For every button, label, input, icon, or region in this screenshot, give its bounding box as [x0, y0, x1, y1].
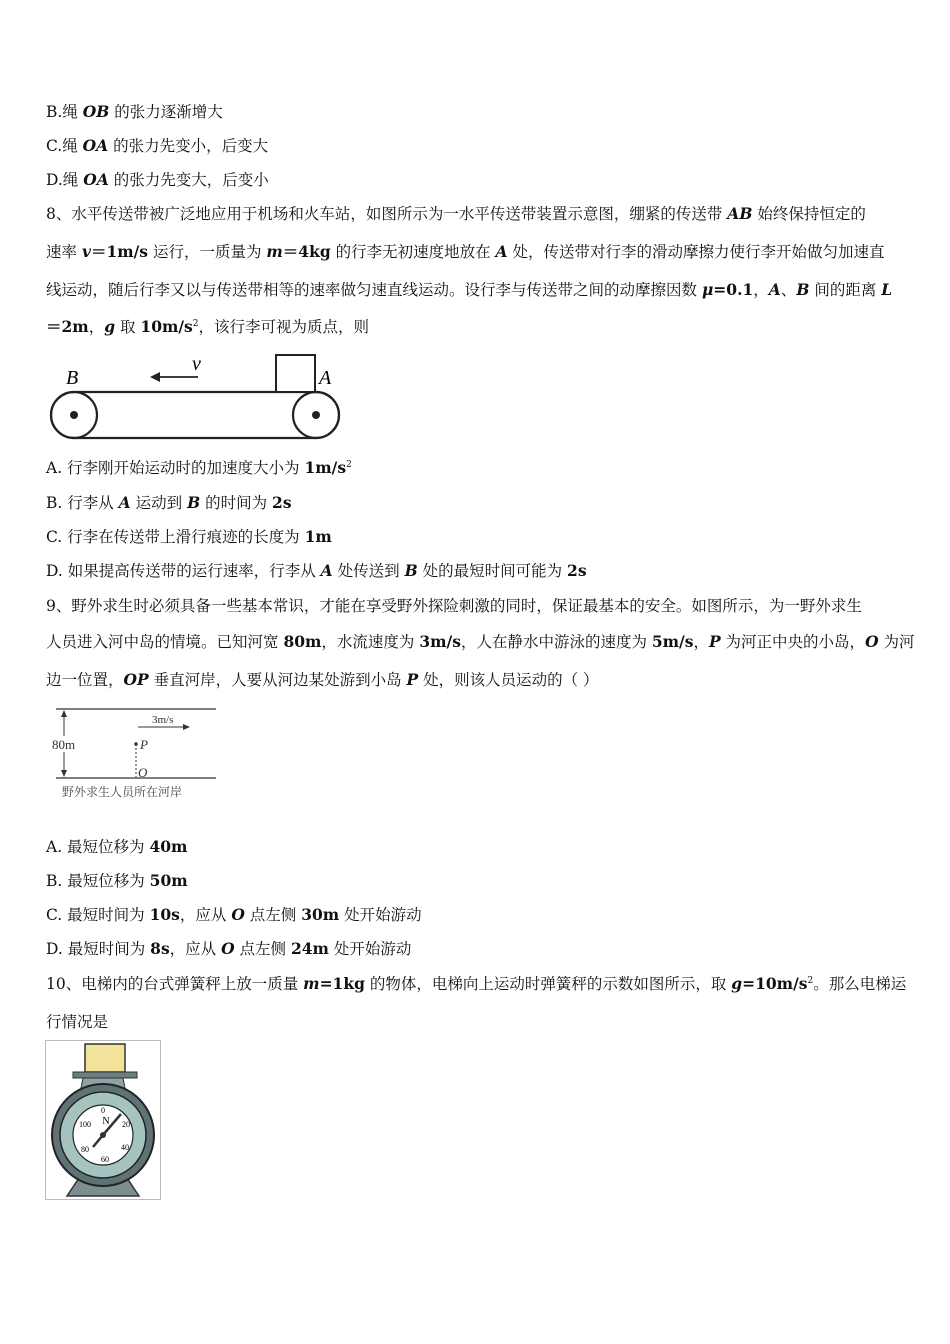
width-arrowhead-top: [61, 710, 67, 717]
label-v: v: [192, 353, 201, 375]
q10-stem-line1: 10、电梯内的台式弹簧秤上放一质量 m=1kg 的物体，电梯向上运动时弹簧秤的示数如图所示，取 $g=10m/s^2$。那么电梯运: [46, 974, 907, 993]
q8-stem-line4: ＝2m，g 取 $10m/s^2$，该行李可视为质点，则: [46, 317, 370, 336]
q9-option-c: C. 最短时间为 10s，应从 O 点左侧 30m 处开始游动: [46, 905, 422, 924]
q9-option-d: D. 最短时间为 8s，应从 O 点左侧 24m 处开始游动: [46, 939, 412, 958]
label-o: O: [138, 765, 148, 780]
river-figure: [48, 702, 223, 802]
luggage-box: [276, 355, 315, 392]
pulley-left-axle: [70, 411, 78, 419]
q9-stem-line2: 人员进入河中岛的情境。已知河宽 80m，水流速度为 3m/s，人在静水中游泳的速度为 5m/s，P 为河正中央的小岛，O 为河: [46, 632, 915, 651]
q9-option-a: A. 最短位移为 40m: [46, 837, 188, 856]
q7-option-c: C.绳 OA 的张力先变小，后变大: [46, 136, 269, 155]
q10-stem-line2: 行情况是: [46, 1013, 109, 1031]
belt-outline: [51, 392, 339, 438]
dial-unit-n: N: [102, 1116, 110, 1127]
scale-plate: [73, 1072, 137, 1078]
q7-option-d: D.绳 OA 的张力先变大，后变小: [46, 170, 269, 189]
q9-option-b: B. 最短位移为 50m: [46, 871, 188, 890]
dial-mark-80: 80: [81, 1145, 89, 1154]
pulley-right-axle: [312, 411, 320, 419]
q9-stem-line1: 9、野外求生时必须具备一些基本常识，才能在享受野外探险刺激的同时，保证最基本的安全。如图所示，为一野外求生: [46, 597, 862, 615]
q8-stem-line1: 8、水平传送带被广泛地应用于机场和火车站，如图所示为一水平传送带装置示意图，绷紧的传送带 AB 始终保持恒定的: [46, 204, 866, 223]
dial-mark-0: 0: [101, 1106, 105, 1115]
dial-mark-100: 100: [79, 1120, 91, 1129]
object-block: [85, 1044, 125, 1072]
island-point-p: [134, 742, 138, 746]
width-arrowhead-bottom: [61, 770, 67, 777]
q8-stem-line3: 线运动，随后行李又以与传送带相等的速率做匀速直线运动。设行李与传送带之间的动摩擦因数 μ=0.1，A、B 间的距离 L: [46, 280, 893, 299]
q8-option-b: B. 行李从 A 运动到 B 的时间为 2s: [46, 493, 292, 512]
spring-scale-figure: [45, 1040, 161, 1202]
label-a: A: [319, 367, 332, 389]
q8-option-c: C. 行李在传送带上滑行痕迹的长度为 1m: [46, 527, 332, 546]
velocity-arrowhead: [150, 372, 160, 382]
label-b: B: [66, 367, 79, 389]
dial-mark-60: 60: [101, 1155, 109, 1164]
q8-option-a: A. 行李刚开始运动时的加速度大小为 $1m/s^2$: [46, 458, 352, 477]
q9-stem-line3: 边一位置，OP 垂直河岸，人要从河边某处游到小岛 P 处，则该人员运动的（ ）: [46, 670, 599, 689]
current-arrowhead: [183, 724, 190, 730]
dial-hub: [100, 1132, 106, 1138]
conveyor-belt-figure: [46, 350, 346, 445]
q7-option-b: B.绳 OB 的张力逐渐增大: [46, 102, 223, 121]
q8-option-d: D. 如果提高传送带的运行速率，行李从 A 处传送到 B 处的最短时间可能为 2s: [46, 561, 587, 580]
current-label: 3m/s: [152, 714, 174, 726]
dial-mark-20: 20: [122, 1120, 130, 1129]
bank-caption: 野外求生人员所在河岸: [62, 785, 183, 799]
q8-stem-line2: 速率 v＝1m/s 运行，一质量为 m＝4kg 的行李无初速度地放在 A 处，传送带对行李的滑动摩擦力使行李开始做匀加速直: [46, 242, 885, 261]
width-label: 80m: [52, 737, 76, 752]
label-p: P: [140, 737, 148, 752]
dial-mark-40: 40: [121, 1143, 129, 1152]
